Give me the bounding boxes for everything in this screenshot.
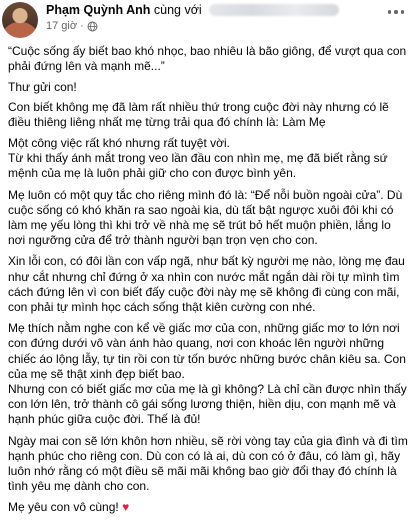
post-closing (8, 500, 408, 515)
post-paragraph: Thư gửi con! (8, 80, 77, 95)
post-paragraph: Ngày mai con sẽ lớn khôn hơn nhiều, sẽ rời vòng tay của gia đình và đi tìm hạnh phúc cho riêng con. Dù con có là ai, dù con có ở đâu, có làm gì, hãy luôn nhớ rằng có một điều sẽ mãi mãi không bao giờ đổi thay đó chính là tình yêu mẹ dành cho con. (8, 433, 408, 494)
tagged-people-blurred[interactable] (209, 4, 339, 16)
post-header (0, 0, 414, 38)
post-meta (46, 20, 98, 33)
heart-icon: ♥ (122, 500, 130, 515)
post-paragraph: Từ khi thấy ánh mắt trong veo lần đầu con nhìn mẹ, mẹ đã biết rằng sứ mệnh của mẹ là luôn phải giữ cho con được bình yên. (8, 151, 388, 181)
more-options-icon[interactable] (384, 4, 408, 20)
post-paragraph: Mẹ thích nằm nghe con kể về giấc mơ của con, những giấc mơ to lớn nơi con đứng dưới vô vàn ánh hào quang, nơi con khoác lên người những chiếc áo lộng lẫy, tự tin rồi con từ tốn bước những bước chân kiêu sa. Con của mẹ sẽ thật xinh đẹp biết bao. (8, 321, 406, 381)
post-author-line (46, 3, 339, 18)
with-text: cùng với (153, 3, 202, 17)
post-paragraph: Con biết không mẹ đã làm rất nhiều thứ trong cuộc đời này nhưng có lẽ điều thiêng liêng nhất mẹ từng trải qua đó chính là: Làm Mẹ (8, 99, 389, 129)
post-quote: “Cuộc sống ấy biết bao khó nhọc, bao nhiêu là bão giông, để vượt qua con phải đứng lên và mạnh mẽ...” (8, 44, 407, 74)
avatar[interactable] (2, 2, 38, 38)
author-name[interactable]: Phạm Quỳnh Anh (46, 3, 151, 17)
meta-separator: · (80, 20, 84, 32)
closing-text: Mẹ yêu con vô cùng! (8, 500, 119, 515)
post-paragraph: Mẹ luôn có một quy tắc cho riêng mình đó là: “Để nỗi buồn ngoài cửa”. Dù cuộc sống có khó khăn ra sao ngoài kia, dù tất bật ngược xuôi đôi khi có làm mẹ yếu lòng thì khi trở về nhà mẹ sẽ trút bỏ hết muộn phiền, lắng lo nơi ngưỡng cửa để trở thành người bạn trọn vẹn cho con. (8, 187, 403, 248)
post-time[interactable]: 17 giờ (46, 20, 78, 32)
post-paragraph: Một công việc rất khó nhưng rất tuyệt vời. (8, 136, 231, 151)
post-content (8, 44, 408, 522)
post-paragraph: Nhưng con có biết giấc mơ của mẹ là gì không? Là chỉ cần được nhìn thấy con lớn lên, trở thành cô gái sống lương thiện, hiền dịu, con mạnh mẽ và hạnh phúc giữa cuộc đời. Thế là đủ! (8, 382, 407, 427)
post-paragraph: Xin lỗi con, có đôi lần con vấp ngã, như bất kỳ người mẹ nào, lòng mẹ đau như cắt nhưng chỉ đứng ở xa nhìn con nước mắt ngắn dài rồi tự mình tìm cách đứng lên vì con biết đấy cuộc đời này mẹ sẽ không đi cùng con mãi, con phải tự mình học cách sống thật kiên cường con nhé. (8, 254, 405, 315)
globe-icon[interactable] (87, 21, 98, 32)
